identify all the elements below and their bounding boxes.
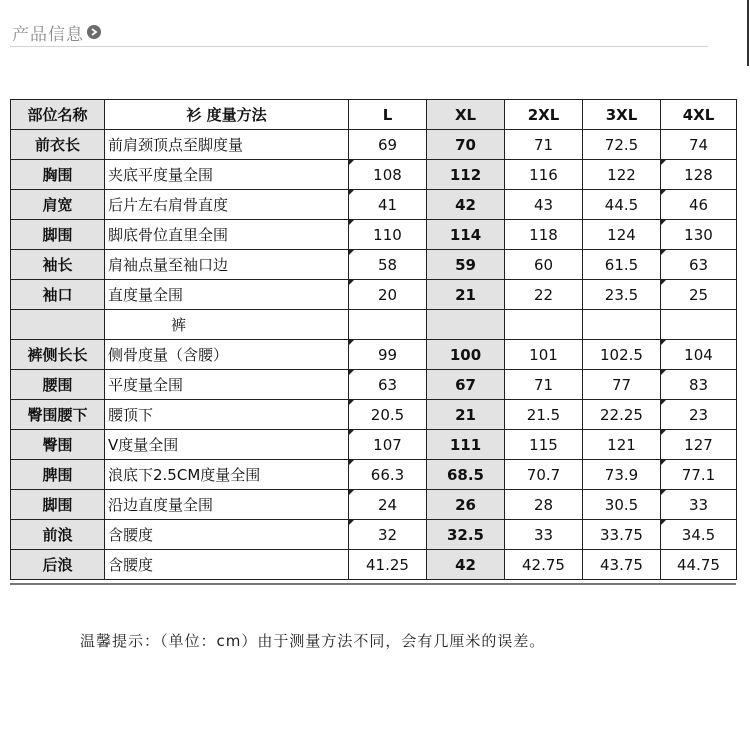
column-header: 3XL xyxy=(583,100,661,130)
measurement-note: 温馨提示：（单位：cm）由于测量方法不同，会有几厘米的误差。 xyxy=(80,632,546,650)
part-name-cell: 前衣长 xyxy=(11,130,105,160)
size-value-cell: 63 xyxy=(661,250,737,280)
table-row xyxy=(11,340,737,370)
table-row xyxy=(11,280,737,310)
size-value-cell: 83 xyxy=(661,370,737,400)
size-value-cell: 71 xyxy=(505,130,583,160)
size-value-cell: 43 xyxy=(505,190,583,220)
size-value-cell xyxy=(349,310,427,340)
method-cell: 肩袖点量至袖口边 xyxy=(105,250,349,280)
size-value-cell: 46 xyxy=(661,190,737,220)
part-name-cell: 臀围腰下 xyxy=(11,400,105,430)
table-bottom-rule xyxy=(10,583,736,585)
table-row xyxy=(11,520,737,550)
size-value-cell: 118 xyxy=(505,220,583,250)
table-row xyxy=(11,460,737,490)
method-cell: 浪底下2.5CM度量全围 xyxy=(105,460,349,490)
part-name-cell: 臀围 xyxy=(11,430,105,460)
size-value-cell: 114 xyxy=(427,220,505,250)
column-header: 衫 度量方法 xyxy=(105,100,349,130)
size-value-cell: 72.5 xyxy=(583,130,661,160)
table-row xyxy=(11,400,737,430)
table-row xyxy=(11,310,737,340)
size-value-cell: 124 xyxy=(583,220,661,250)
table-row xyxy=(11,190,737,220)
size-value-cell: 21 xyxy=(427,400,505,430)
size-value-cell xyxy=(505,310,583,340)
table-row xyxy=(11,550,737,580)
part-name-cell: 后浪 xyxy=(11,550,105,580)
size-value-cell xyxy=(427,310,505,340)
size-value-cell: 74 xyxy=(661,130,737,160)
part-name-cell: 腰围 xyxy=(11,370,105,400)
size-value-cell: 108 xyxy=(349,160,427,190)
method-cell: 后片左右肩骨直度 xyxy=(105,190,349,220)
size-value-cell: 21.5 xyxy=(505,400,583,430)
page-edge xyxy=(747,0,749,66)
size-value-cell: 58 xyxy=(349,250,427,280)
size-value-cell: 116 xyxy=(505,160,583,190)
column-header: 4XL xyxy=(661,100,737,130)
method-cell: 含腰度 xyxy=(105,550,349,580)
part-name-cell: 袖口 xyxy=(11,280,105,310)
size-value-cell: 100 xyxy=(427,340,505,370)
column-header: 部位名称 xyxy=(11,100,105,130)
size-value-cell: 112 xyxy=(427,160,505,190)
size-value-cell: 68.5 xyxy=(427,460,505,490)
method-cell: 腰顶下 xyxy=(105,400,349,430)
size-value-cell: 42 xyxy=(427,550,505,580)
arrow-right-glyph xyxy=(90,28,98,36)
table-row xyxy=(11,220,737,250)
part-name-cell: 裤侧长长 xyxy=(11,340,105,370)
size-value-cell: 130 xyxy=(661,220,737,250)
part-name-cell: 脾围 xyxy=(11,460,105,490)
column-header: 2XL xyxy=(505,100,583,130)
size-value-cell: 43.75 xyxy=(583,550,661,580)
size-value-cell xyxy=(661,310,737,340)
table-header-row xyxy=(11,100,737,130)
size-value-cell: 61.5 xyxy=(583,250,661,280)
size-value-cell: 33 xyxy=(661,490,737,520)
column-header: L xyxy=(349,100,427,130)
section-title: 产品信息 xyxy=(12,24,84,45)
size-value-cell: 111 xyxy=(427,430,505,460)
size-value-cell: 41 xyxy=(349,190,427,220)
size-value-cell: 77 xyxy=(583,370,661,400)
size-value-cell: 71 xyxy=(505,370,583,400)
part-name-cell: 脚围 xyxy=(11,220,105,250)
method-cell: 前肩颈顶点至脚度量 xyxy=(105,130,349,160)
table-row xyxy=(11,160,737,190)
size-value-cell: 99 xyxy=(349,340,427,370)
column-header: XL xyxy=(427,100,505,130)
size-chart-table xyxy=(10,99,737,580)
size-value-cell: 44.5 xyxy=(583,190,661,220)
size-value-cell: 33 xyxy=(505,520,583,550)
size-value-cell: 30.5 xyxy=(583,490,661,520)
size-value-cell: 20.5 xyxy=(349,400,427,430)
part-name-cell: 肩宽 xyxy=(11,190,105,220)
size-value-cell: 67 xyxy=(427,370,505,400)
size-value-cell: 69 xyxy=(349,130,427,160)
method-cell: V度量全围 xyxy=(105,430,349,460)
size-value-cell: 110 xyxy=(349,220,427,250)
size-value-cell: 23.5 xyxy=(583,280,661,310)
size-value-cell: 128 xyxy=(661,160,737,190)
size-value-cell: 22.25 xyxy=(583,400,661,430)
size-value-cell: 102.5 xyxy=(583,340,661,370)
size-value-cell: 28 xyxy=(505,490,583,520)
size-value-cell: 32.5 xyxy=(427,520,505,550)
size-value-cell: 21 xyxy=(427,280,505,310)
size-value-cell: 73.9 xyxy=(583,460,661,490)
size-value-cell: 33.75 xyxy=(583,520,661,550)
part-name-cell: 脚围 xyxy=(11,490,105,520)
size-value-cell: 26 xyxy=(427,490,505,520)
size-value-cell: 42.75 xyxy=(505,550,583,580)
method-cell: 裤 xyxy=(105,310,349,340)
size-value-cell: 25 xyxy=(661,280,737,310)
size-value-cell: 101 xyxy=(505,340,583,370)
size-value-cell: 77.1 xyxy=(661,460,737,490)
table-row xyxy=(11,430,737,460)
method-cell: 侧骨度量（含腰） xyxy=(105,340,349,370)
method-cell: 沿边直度量全围 xyxy=(105,490,349,520)
part-name-cell: 袖长 xyxy=(11,250,105,280)
size-value-cell: 121 xyxy=(583,430,661,460)
size-value-cell: 104 xyxy=(661,340,737,370)
method-cell: 脚底骨位直里全围 xyxy=(105,220,349,250)
table-body xyxy=(11,130,737,580)
header-divider xyxy=(10,46,708,47)
size-value-cell: 127 xyxy=(661,430,737,460)
size-value-cell: 20 xyxy=(349,280,427,310)
size-value-cell: 59 xyxy=(427,250,505,280)
method-cell: 直度量全围 xyxy=(105,280,349,310)
size-value-cell: 41.25 xyxy=(349,550,427,580)
method-cell: 夹底平度量全围 xyxy=(105,160,349,190)
size-value-cell: 22 xyxy=(505,280,583,310)
size-value-cell: 107 xyxy=(349,430,427,460)
arrow-right-icon[interactable] xyxy=(87,25,101,39)
part-name-cell: 胸围 xyxy=(11,160,105,190)
table-row xyxy=(11,370,737,400)
table-row xyxy=(11,490,737,520)
size-value-cell: 24 xyxy=(349,490,427,520)
size-value-cell: 115 xyxy=(505,430,583,460)
size-value-cell xyxy=(583,310,661,340)
size-value-cell: 60 xyxy=(505,250,583,280)
method-cell: 含腰度 xyxy=(105,520,349,550)
size-value-cell: 70 xyxy=(427,130,505,160)
size-value-cell: 122 xyxy=(583,160,661,190)
table-row xyxy=(11,130,737,160)
size-value-cell: 66.3 xyxy=(349,460,427,490)
size-value-cell: 34.5 xyxy=(661,520,737,550)
size-value-cell: 23 xyxy=(661,400,737,430)
section-header xyxy=(12,18,101,46)
size-value-cell: 42 xyxy=(427,190,505,220)
size-value-cell: 32 xyxy=(349,520,427,550)
size-value-cell: 44.75 xyxy=(661,550,737,580)
size-value-cell: 63 xyxy=(349,370,427,400)
table-row xyxy=(11,250,737,280)
method-cell: 平度量全围 xyxy=(105,370,349,400)
size-value-cell: 70.7 xyxy=(505,460,583,490)
part-name-cell: 前浪 xyxy=(11,520,105,550)
part-name-cell xyxy=(11,310,105,340)
